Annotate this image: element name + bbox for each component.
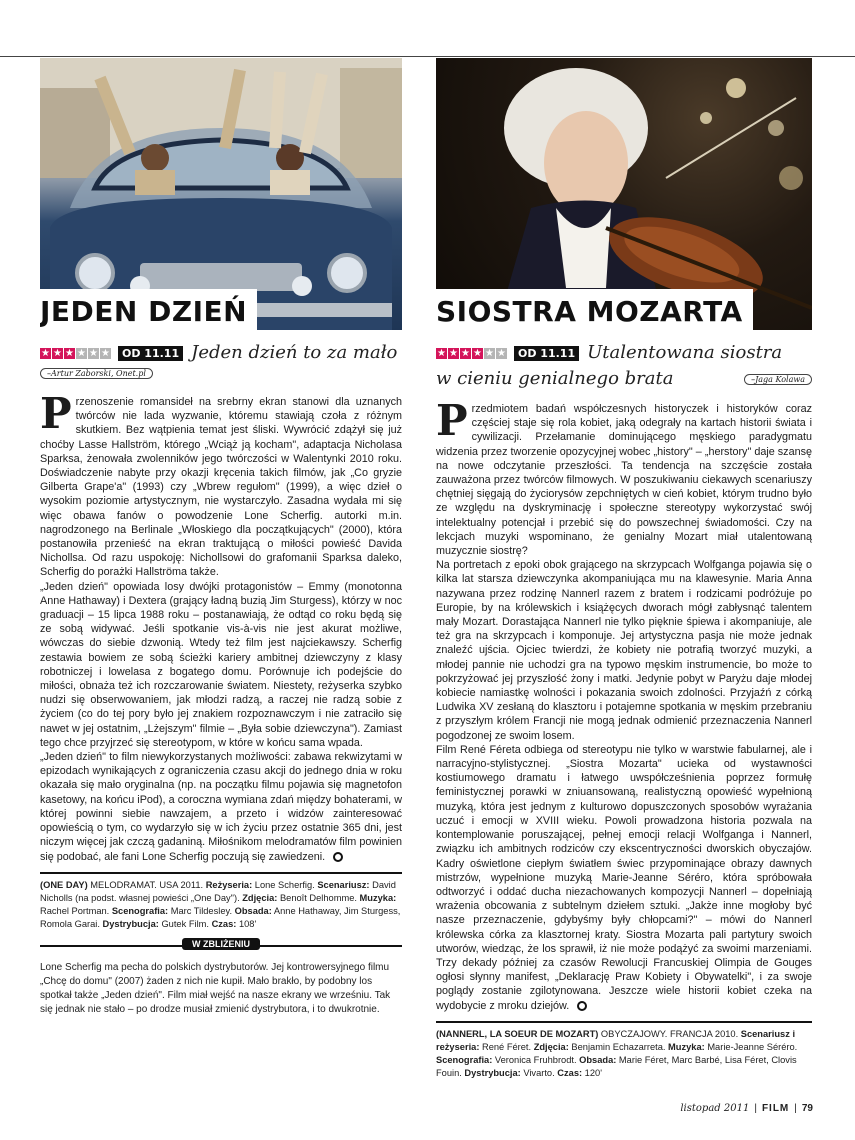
- magazine-name: FILM: [761, 1103, 790, 1114]
- star-rating: [40, 348, 111, 359]
- credit-value: Marie Féret, Marc Barbé, Lisa Féret, Clovis Fouin.: [436, 1054, 797, 1078]
- author-byline: –Artur Zaborski, Onet.pl: [40, 368, 153, 379]
- star-empty-icon: ★: [485, 347, 494, 359]
- drop-cap: P: [40, 389, 72, 438]
- article-tagline: Utalentowana siostra: [587, 342, 783, 363]
- author-row: [40, 368, 402, 379]
- star-empty-icon: ★: [101, 347, 110, 359]
- credit-value: OBYCZAJOWY. FRANCJA 2010.: [598, 1028, 741, 1039]
- star-filled-icon: ★: [473, 347, 482, 359]
- star-filled-icon: ★: [449, 347, 458, 359]
- star-rating: [436, 348, 507, 359]
- release-date-badge: OD 11.11: [514, 346, 579, 361]
- credit-value: Rachel Portman.: [40, 905, 112, 916]
- credit-value: René Féret.: [479, 1041, 534, 1052]
- credit-label: Scenografia:: [436, 1054, 493, 1065]
- credit-value: 120': [582, 1067, 602, 1078]
- end-of-article-icon: [577, 1001, 587, 1011]
- star-filled-icon: ★: [41, 347, 50, 359]
- rating-row: [40, 342, 402, 364]
- credit-label: (ONE DAY): [40, 879, 88, 890]
- body-paragraph: Film René Féreta odbiega od stereotypu nie tylko w warstwie fabularnej, ale i narracyjno-stylistycznej. „Siostra Mozarta" ucieka od wystawności kostiumowego dramatu i łatwego uwspółcześnienia poprzez formułę feministycznej porawki w zniuansowaną, realistyczną opowieść wypełnioną muzyką, która jest jednym z kulturowo dopuszczonych sposobów wyrażania uczuć i emocji w XVIII wieku. Powoli prowadzona historia pozwala na kontemplowanie poruszającej, pełnej emocji relacji Wolfganga i Nannerl, związku ich ambitnych rodziców czy ekscentryczności dworskich obyczajów. Kadry oświetlone ciepłym światłem świec przypominające obrazy dawnych mistrzów, wypełnione muzyką Marie-Jeanne Séréro, która spróbowała odtworzyć i oddać ducha niezachowanych kompozycji Nannerl – dopełniają wrażenia obcowania z subtelnym dziełem sztuki. „Jakże inne mogłoby być nasze przeznaczenie, gdybyśmy były chłopcami?" – mówi do Nannerl królewska córka za klasztornej kraty. Siostra Mozarta pali partytury swoich utworów, wiedząc, że los sprawił, iż nie może podążyć za swoimi marzeniami. Trzy dekady później za czasów Rewolucji Francuskiej Olimpia de Gouges ogłosi słynny manifest, „Deklarację Praw Kobiety i Obywatelki", i za swoje poglądy zostanie zgilotynowana. Jeszcze wiele historii kobiet czeka na wydobycie z mroku dziejów.: [436, 743, 812, 1012]
- article-siostra-mozarta: [436, 58, 812, 1080]
- credit-label: (NANNERL, LA SOEUR DE MOZART): [436, 1028, 599, 1039]
- credit-value: 108': [236, 918, 257, 929]
- credit-value: Anne Hathaway, Jim Sturgess, Romola Garai.: [40, 905, 401, 929]
- end-of-article-icon: [333, 852, 343, 862]
- credit-label: Zdjęcia:: [242, 892, 278, 903]
- credit-label: Scenografia:: [111, 905, 169, 916]
- credit-value: MELODRAMAT. USA 2011.: [87, 879, 206, 890]
- film-still-car: [40, 58, 402, 330]
- release-date-badge: OD 11.11: [118, 346, 183, 361]
- drop-cap: P: [436, 396, 468, 445]
- star-filled-icon: ★: [461, 347, 470, 359]
- article-title: SIOSTRA MOZARTA: [436, 289, 753, 330]
- issue-date: listopad 2011: [680, 1103, 750, 1114]
- credit-label: Czas:: [557, 1067, 583, 1078]
- star-empty-icon: ★: [89, 347, 98, 359]
- film-credits: [40, 872, 402, 931]
- credit-value: Vivarto.: [520, 1067, 558, 1078]
- credit-label: Scenariusz:: [317, 879, 370, 890]
- sidebar-box: [40, 938, 402, 1017]
- credit-value: Veronica Fruhbrodt.: [492, 1054, 580, 1065]
- rating-row: [436, 342, 812, 364]
- credit-label: Obsada:: [234, 905, 272, 916]
- credit-label: Dystrybucja:: [464, 1067, 521, 1078]
- footer-separator: |: [754, 1103, 757, 1114]
- credit-label: Muzyka:: [359, 892, 397, 903]
- credit-value: Benjamin Echazarreta.: [568, 1041, 669, 1052]
- top-rule: [0, 56, 855, 57]
- body-paragraph: „Jeden dzień" to film niewykorzystanych możliwości: zabawa rekwizytami w epizodach wynikających z ograniczenia czasu akcji do jednego dnia w roku okazała się mało oryginalna (np. na początku filmu pojawia się magnetofon kasetowy, na końcu iPod), a coroczna wymiana zdań między bohaterami, w której powinni siebie nawzajem, a przeto i widzów zainteresować opowieścią o tym, co wydarzyło się w ich życiu przez ostatnie 365 dni, jest niczym więcej jak czczą gadaniną. Miłośnikom melodramatów film powinien się podobać, ale fani Lone Scherfig poczują się zawiedzeni.: [40, 751, 402, 863]
- page-number: 79: [801, 1103, 813, 1114]
- star-filled-icon: ★: [65, 347, 74, 359]
- article-body: [436, 396, 812, 1013]
- article-tagline: Jeden dzień to za mało: [191, 342, 398, 363]
- sidebar-text: Lone Scherfig ma pecha do polskich dystrybutorów. Jej kontrowersyjnego filmu „Chcę do domu" (2007) żaden z nich nie kupił. Mało brakło, by podobny los spotkał także „Jeden dzień". Film miał wejść na nasze ekrany we wrześniu. Tak się jednak nie stało – po drodze musiał zmienić dystrybutora, i to dwukrotnie.: [40, 961, 391, 1015]
- credit-label: Czas:: [211, 918, 237, 929]
- author-row: [436, 368, 812, 390]
- credit-value: Lone Scherfig.: [252, 879, 318, 890]
- film-still-violin: [436, 58, 812, 330]
- footer-separator: |: [794, 1103, 797, 1114]
- article-title: JEDEN DZIEŃ: [40, 289, 257, 330]
- star-empty-icon: ★: [77, 347, 86, 359]
- star-filled-icon: ★: [53, 347, 62, 359]
- credit-label: Obsada:: [579, 1054, 617, 1065]
- author-byline: –Jaga Kolawa: [744, 374, 812, 385]
- body-paragraph: Przedmiotem badań współczesnych historyczek i historyków coraz częściej staje się rola kobiet, jaką odegrały na kartach historii świata i cywilizacji. Przełamanie dominującego męskiego paradygmatu widzenia przez tworzenie opozycyjnej wobec „history" – „herstory" daje szansę na nowe odczytanie przeszłości. Ta tendencja na szczęście została zauważona przez twórców filmowych. W poszukiwaniu ciekawych scenariuszy chętniej sięgają do życiorysów zepchniętych w cień kobiet, którym trudno było ze względu na dyskryminację i społeczne stereotypy wykorzystać swój intelektualny potencjał i przebić się do powszechnej świadomości. Czy na lekcjach muzyki wspominano, że genialny Mozart miał utalentowaną muzycznie siostrę?: [436, 396, 812, 558]
- credit-label: Dystrybucja:: [102, 918, 159, 929]
- credit-label: Scenariusz i reżyseria:: [436, 1028, 796, 1052]
- body-paragraph: „Jeden dzień" opowiada losy dwójki protagonistów – Emmy (monotonna Anne Hathaway) i Dextera (grający ładną buzią Jim Sturgess), którzy w noc graduacji – 15 lipca 1988 roku – postanawiają, że odtąd co roku będą się ze sobą widywać. Jeśli spotkanie vis-à-vis nie jest akurat możliwe, wówczas do siebie dzwonią. Wtedy też film jest najciekawszy. Scherfig zestawia bowiem ze sobą ścieżki kariery ambitnej dziewczyny z klasy robotniczej i lowelasa z bogatego domu. Porównuje ich podejście do miłości, obnaża też ich rozczarowanie światem. Niestety, reżyserka szybko nudzi się obserwowaniem, jak młodzi radzą, a raczej nie radzą sobie z życiem (co do tej pory było jej znakiem rozpoznawczym i nie zatraciło się nawet w jej ostatnim, „Lżejszym" filmie – „Była sobie dziewczyna"). Zamiast tego chce przyjrzeć się stereotypom, w które w końcu sama wpada.: [40, 580, 402, 749]
- credit-value: Benoît Delhomme.: [277, 892, 360, 903]
- credit-label: Reżyseria:: [205, 879, 253, 890]
- page-footer: [680, 1103, 813, 1114]
- credit-value: Marie-Jeanne Séréro.: [704, 1041, 798, 1052]
- credit-value: Gutek Film.: [158, 918, 212, 929]
- credit-label: Muzyka:: [668, 1041, 705, 1052]
- article-tagline-continued: w cieniu genialnego brata: [436, 368, 674, 389]
- credit-value: Marc Tildesley.: [168, 905, 235, 916]
- credit-label: Zdjęcia:: [533, 1041, 569, 1052]
- body-paragraph: Przenoszenie romansideł na srebrny ekran stanowi dla uznanych twórców nie lada wyzwanie, któremu stawiają czoła z różnym skutkiem. Bez wątpienia temat jest śliski. Wywrócić zdążył się już choćby Lasse Hallström, którego „Wciąż ją kocham", adaptacja Nicholasa Sparksa, żenowała zwolenników jego twórczości w Walentynki 2010 roku. Doświadczenie nabyte przy okazji kręcenia takich filmów, jak „Co gryzie Gilberta Grape'a" (1993) czy „Wbrew regułom" (1999), a więc dzieł o wysokim poziomie artystycznym, nie wystarczyło. Zasadna wydała mi się więc obawa fanów o powodzenie Lone Scherfig. autorki m.in. nagrodzonego na Berlinale „Włoskiego dla początkujących" (2000), która postanowiła przenieść na ekran traktującą o miłości powieść Davida Nichollsa. Od razu uspokoję: Nichollsowi do grafomanii Sparksa daleko, Scherfig do porażki Hallströma także.: [40, 389, 402, 579]
- credit-value: David Nicholls (na podst. własnej powieści „One Day").: [40, 879, 396, 903]
- body-paragraph: Na portretach z epoki obok grającego na skrzypcach Wolfganga pojawia się o kilka lat starsza dziewczynka akompaniująca mu na klawesynie. Maria Anna nazywana przez rodzinę Nannerl razem z bratem i rodzicami podróżuje po Europie, by na królewskich i książęcych dworach mógł zabłysnąć talentem mały Mozart. Dorastająca Nannerl nie tylko pięknie śpiewa i akompaniuje, ale też gra na skrzypcach i komponuje. Jej artystyczna pasja nie może jednak znaleźć ujścia. Ojciec twierdzi, że kobiety nie potrafią tworzyć muzyki, a młodej pannie nie uchodzi gra na typowo męskim instrumencie, bo może to pokrzyżować jej przyszłość żony i matki. Jedynie pobyt w Paryżu daje młodej kobiecie namiastkę wolności i pokazania swoich zdolności. Przyjaźń z córką Ludwika XV zesłaną do klasztoru i potajemne spotkania w męskim przebraniu z przyszłym królem Francji nie mogą jednak odmienić przeznaczenia Nannerl pogodzonej ze swoim losem.: [436, 559, 812, 742]
- article-jeden-dzien: [40, 58, 402, 1017]
- star-empty-icon: ★: [497, 347, 506, 359]
- article-body: [40, 389, 402, 864]
- film-credits: [436, 1021, 812, 1080]
- star-filled-icon: ★: [437, 347, 446, 359]
- sidebar-label: W ZBLIŻENIU: [182, 938, 260, 950]
